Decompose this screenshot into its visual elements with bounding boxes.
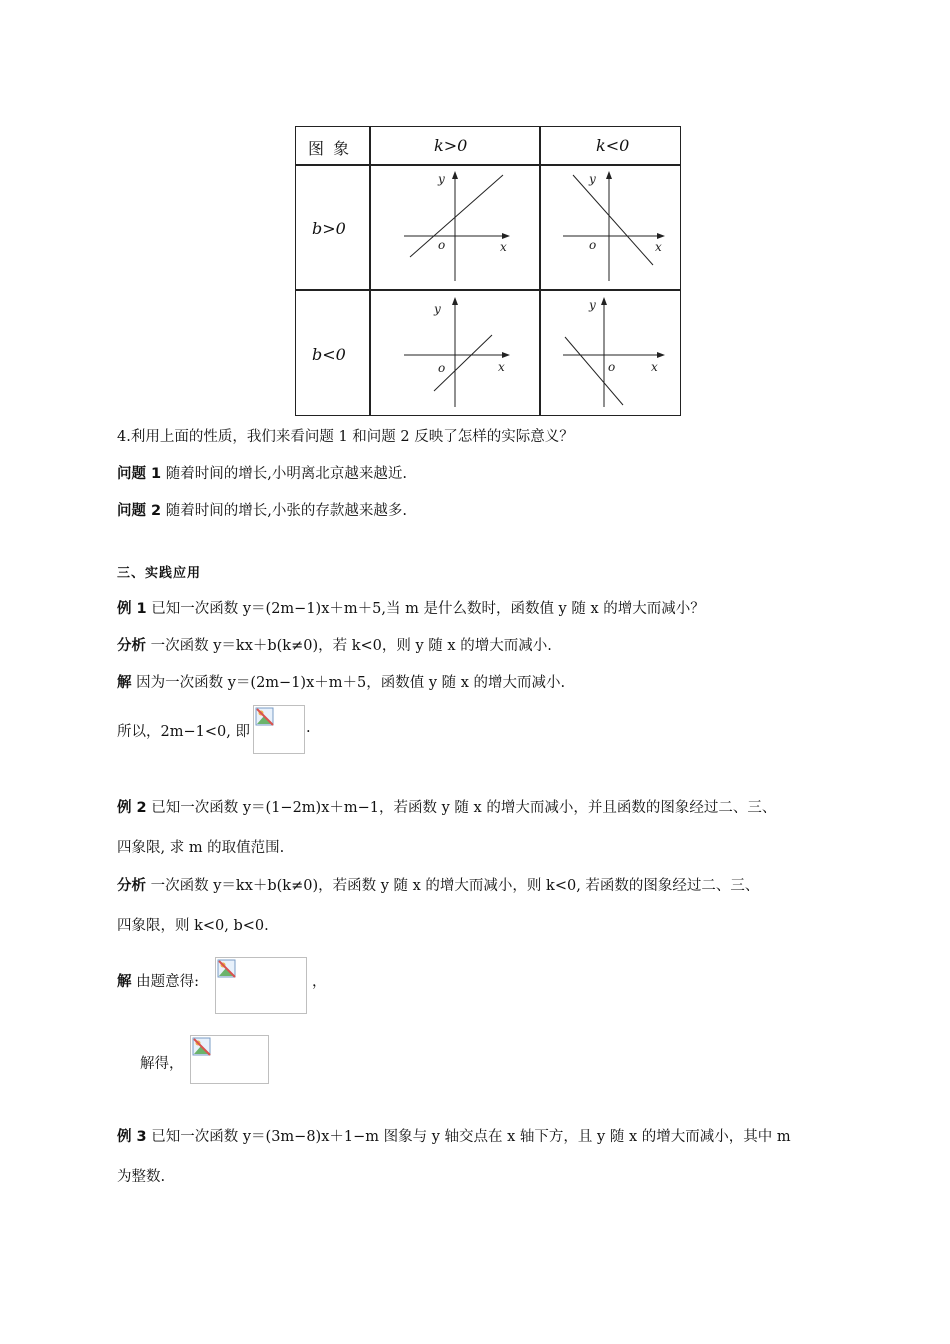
example-3-text-2: 为整数. bbox=[117, 1169, 166, 1185]
graph-k-positive-b-negative bbox=[400, 293, 514, 411]
analysis-text-2b: 四象限，则 k<0, b<0. bbox=[117, 918, 269, 934]
graph-table bbox=[295, 126, 681, 416]
example-3 bbox=[117, 1125, 791, 1146]
question-1-text: 随着时间的增长,小明离北京越来越近. bbox=[165, 466, 407, 482]
graph-k-positive-b-positive bbox=[400, 169, 514, 285]
example-2-solution bbox=[117, 970, 199, 991]
example-1-solution bbox=[117, 671, 565, 692]
svg-text:x: x bbox=[655, 240, 662, 254]
svg-text:o: o bbox=[438, 238, 446, 252]
broken-image-2 bbox=[215, 957, 307, 1014]
example-2-label: 例 2 bbox=[117, 800, 147, 816]
therefore-text: 所以，2m−1<0, 即 bbox=[117, 724, 250, 740]
example-2-text-2: 四象限, 求 m 的取值范围. bbox=[117, 840, 285, 856]
table-header-image: 图 象 bbox=[308, 139, 352, 158]
svg-text:y: y bbox=[434, 302, 441, 316]
svg-text:x: x bbox=[651, 360, 658, 374]
row-label-b-negative: b<0 bbox=[312, 345, 346, 364]
svg-text:x: x bbox=[498, 360, 505, 374]
svg-text:o: o bbox=[608, 360, 616, 374]
broken-image-1 bbox=[253, 705, 305, 754]
section-title: 三、实践应用 bbox=[117, 566, 202, 581]
graph-k-negative-b-negative bbox=[559, 293, 673, 411]
question-1 bbox=[117, 462, 407, 483]
example-1 bbox=[117, 597, 705, 618]
svg-text:o: o bbox=[438, 361, 446, 375]
solution-comma: ， bbox=[312, 974, 327, 990]
solution-text-2: 由题意得: bbox=[136, 974, 199, 990]
question-2-label: 问题 2 bbox=[117, 503, 162, 519]
example-2-analysis bbox=[117, 874, 759, 895]
analysis-label-2: 分析 bbox=[117, 878, 146, 894]
analysis-label: 分析 bbox=[117, 638, 146, 654]
analysis-text-2a: 一次函数 y＝kx＋b(k≠0)，若函数 y 随 x 的增大而减小，则 k<0, 若函数的图象经过二、三、 bbox=[150, 878, 760, 894]
analysis-text: 一次函数 y＝kx＋b(k≠0)，若 k<0，则 y 随 x 的增大而减小. bbox=[150, 638, 552, 654]
svg-text:x: x bbox=[500, 240, 507, 254]
solution-text: 因为一次函数 y＝(2m−1)x＋m＋5，函数值 y 随 x 的增大而减小. bbox=[136, 675, 566, 691]
question-1-label: 问题 1 bbox=[117, 466, 162, 482]
question-2-text: 随着时间的增长,小张的存款越来越多. bbox=[165, 503, 407, 519]
svg-text:y: y bbox=[589, 172, 596, 186]
broken-image-icon bbox=[192, 1037, 212, 1057]
example-3-text-1: 已知一次函数 y＝(3m−8)x＋1−m 图象与 y 轴交点在 x 轴下方，且 y 随 x 的增大而减小，其中 m bbox=[151, 1129, 791, 1145]
example-1-therefore bbox=[117, 720, 250, 741]
graph-k-negative-b-positive bbox=[559, 169, 673, 285]
table-header-k-positive: k>0 bbox=[434, 136, 468, 155]
example-1-text: 已知一次函数 y＝(2m−1)x＋m＋5,当 m 是什么数时，函数值 y 随 x 的增大而减小？ bbox=[151, 601, 705, 617]
question-2 bbox=[117, 499, 407, 520]
broken-image-3 bbox=[190, 1035, 269, 1084]
broken-image-icon bbox=[217, 959, 237, 979]
solve-text: 解得， bbox=[140, 1056, 184, 1072]
example-3-label: 例 3 bbox=[117, 1129, 147, 1145]
example-2-text-1: 已知一次函数 y＝(1−2m)x＋m−1，若函数 y 随 x 的增大而减小，并且函数的图象经过二、三、 bbox=[151, 800, 777, 816]
item-4: 4.利用上面的性质，我们来看问题 1 和问题 2 反映了怎样的实际意义？ bbox=[117, 429, 574, 445]
example-2 bbox=[117, 796, 776, 817]
table-header-k-negative: k<0 bbox=[596, 136, 630, 155]
example-1-label: 例 1 bbox=[117, 601, 147, 617]
solution-label: 解 bbox=[117, 675, 132, 691]
svg-text:y: y bbox=[438, 172, 445, 186]
therefore-end: . bbox=[306, 720, 311, 736]
example-1-analysis bbox=[117, 634, 552, 655]
row-label-b-positive: b>0 bbox=[312, 219, 346, 238]
solution-label-2: 解 bbox=[117, 974, 132, 990]
broken-image-icon bbox=[255, 707, 275, 727]
svg-text:y: y bbox=[589, 298, 596, 312]
svg-text:o: o bbox=[589, 238, 597, 252]
